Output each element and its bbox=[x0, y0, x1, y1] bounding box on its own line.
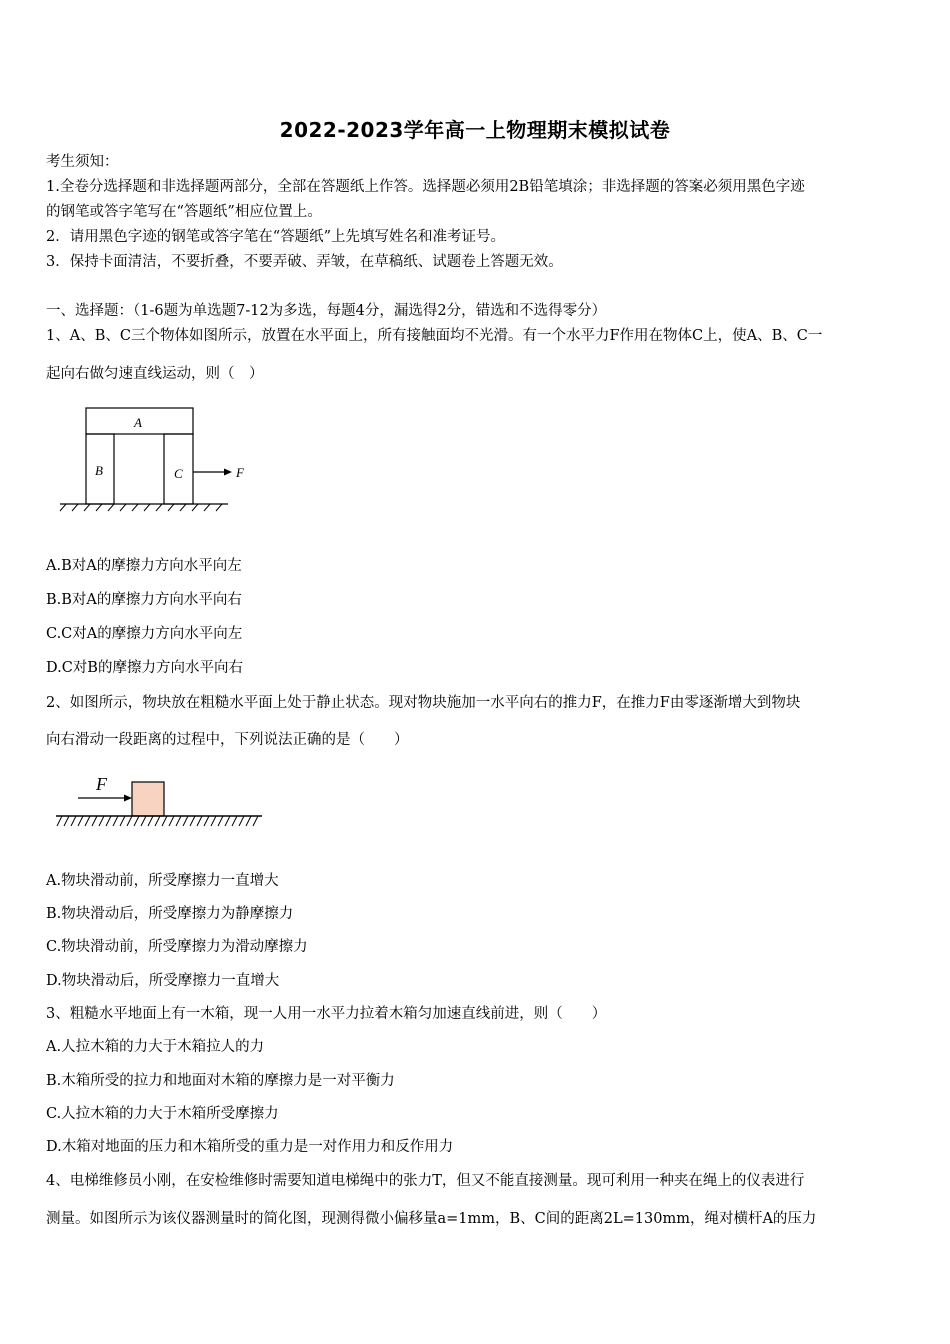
q3-option-a: A.人拉木箱的力大于木箱拉人的力 bbox=[46, 1039, 265, 1055]
q2-stem-line2: 向右滑动一段距离的过程中，下列说法正确的是（ ） bbox=[46, 732, 409, 748]
q2-option-b: B.物块滑动后，所受摩擦力为静摩擦力 bbox=[46, 906, 294, 922]
ground-hatching bbox=[60, 504, 222, 511]
q2-figure bbox=[54, 770, 269, 832]
q1-option-d: D.C对B的摩擦力方向水平向右 bbox=[46, 660, 243, 676]
block bbox=[132, 782, 164, 816]
q1-option-a: A.B对A的摩擦力方向水平向左 bbox=[46, 558, 242, 574]
push-arrowhead bbox=[124, 795, 132, 802]
q1-stem-line1: 1、A、B、C三个物体如图所示，放置在水平面上，所有接触面均不光滑。有一个水平力F作用在物体C上，使A、B、C一 bbox=[46, 328, 823, 344]
notice-item-1: 1.全卷分选择题和非选择题两部分，全部在答题纸上作答。选择题必须用2B铅笔填涂；非选择题的答案必须用黑色字迹 bbox=[46, 179, 805, 195]
label-f: F bbox=[236, 465, 244, 480]
notice-item-3: 3．保持卡面清洁，不要折叠，不要弄破、弄皱，在草稿纸、试题卷上答题无效。 bbox=[46, 254, 563, 270]
q2-stem-line1: 2、如图所示，物块放在粗糙水平面上处于静止状态。现对物块施加一水平向右的推力F，在推力F由零逐渐增大到物块 bbox=[46, 695, 801, 711]
label-f: F bbox=[96, 774, 107, 794]
q1-option-c: C.C对A的摩擦力方向水平向左 bbox=[46, 626, 243, 642]
q3-option-b: B.木箱所受的拉力和地面对木箱的摩擦力是一对平衡力 bbox=[46, 1073, 395, 1089]
notice-item-1-cont: 的钢笔或答字笔写在“答题纸”相应位置上。 bbox=[46, 204, 322, 220]
q3-stem-line1: 3、粗糙水平地面上有一木箱，现一人用一水平力拉着木箱匀加速直线前进，则（ ） bbox=[46, 1006, 607, 1022]
notice-heading: 考生须知： bbox=[46, 154, 119, 170]
q2-option-a: A.物块滑动前，所受摩擦力一直增大 bbox=[46, 873, 279, 889]
page-title: 2022-2023学年高一上物理期末模拟试卷 bbox=[279, 118, 671, 142]
q2-option-c: C.物块滑动前，所受摩擦力为滑动摩擦力 bbox=[46, 939, 308, 955]
q4-stem-line2: 测量。如图所示为该仪器测量时的简化图，现测得微小偏移量a=1mm，B、C间的距离2L=130mm，绳对横杆A的压力 bbox=[46, 1211, 817, 1227]
label-a: A bbox=[134, 415, 142, 430]
q4-stem-line1: 4、电梯维修员小刚，在安检维修时需要知道电梯绳中的张力T，但又不能直接测量。现可利用一种夹在绳上的仪表进行 bbox=[46, 1173, 805, 1189]
q1-stem-line2: 起向右做匀速直线运动，则（ ） bbox=[46, 366, 264, 382]
notice-item-2: 2．请用黑色字迹的钢笔或答字笔在“答题纸”上先填写姓名和准考证号。 bbox=[46, 229, 506, 245]
q2-option-d: D.物块滑动后，所受摩擦力一直增大 bbox=[46, 973, 280, 989]
q3-option-d: D.木箱对地面的压力和木箱所受的重力是一对作用力和反作用力 bbox=[46, 1139, 454, 1155]
label-b: B bbox=[95, 463, 103, 478]
ground-hatching bbox=[57, 816, 258, 826]
section-heading: 一、选择题：（1-6题为单选题7-12为多选，每题4分，漏选得2分，错选和不选得零分） bbox=[46, 303, 607, 319]
q1-figure bbox=[56, 400, 256, 515]
force-arrowhead bbox=[224, 469, 232, 476]
q1-option-b: B.B对A的摩擦力方向水平向右 bbox=[46, 592, 242, 608]
label-c: C bbox=[174, 466, 183, 481]
q3-option-c: C.人拉木箱的力大于木箱所受摩擦力 bbox=[46, 1106, 279, 1122]
